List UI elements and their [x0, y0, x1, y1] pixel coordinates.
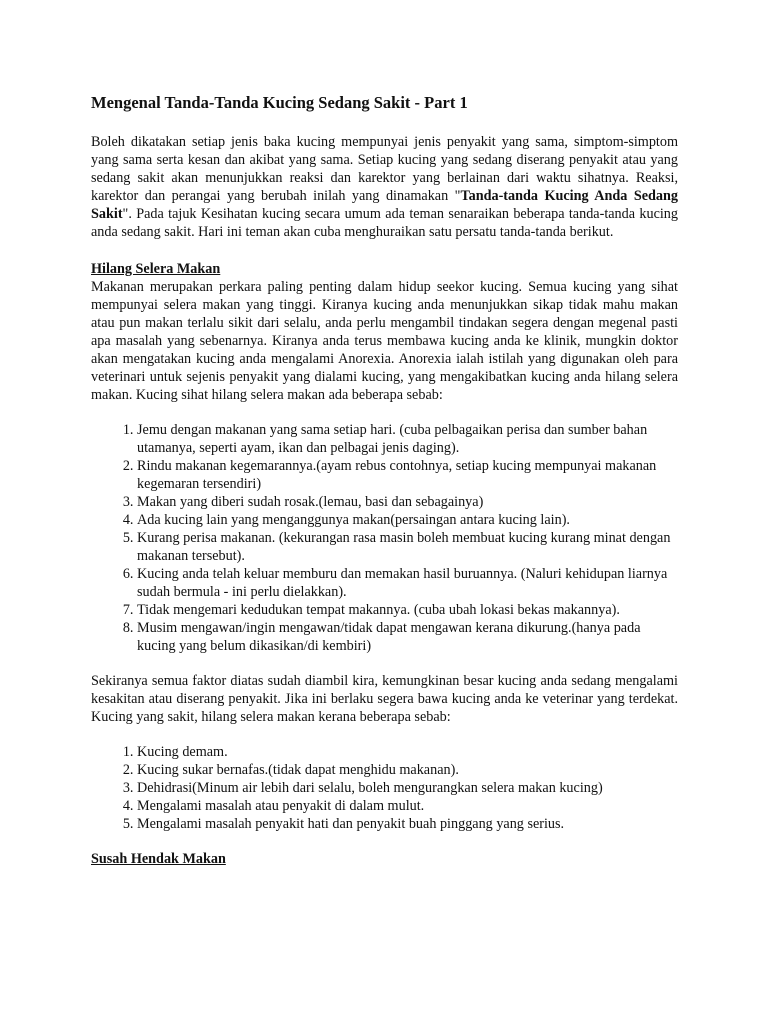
list-item: 3. Makan yang diberi sudah rosak.(lemau, basi dan sebagainya) [137, 493, 678, 511]
list-item: 4. Mengalami masalah atau penyakit di dalam mulut. [137, 797, 678, 815]
list-item: 7. Tidak mengemari kedudukan tempat makannya. (cuba ubah lokasi bekas makannya). [137, 601, 678, 619]
section-heading-hilang-selera: Hilang Selera Makan [91, 261, 221, 277]
document-title: Mengenal Tanda-Tanda Kucing Sedang Sakit - Part 1 [91, 93, 468, 112]
reasons-list-healthy [91, 421, 678, 655]
list-item: 8. Musim mengawan/ingin mengawan/tidak dapat mengawan kerana dikurung.(hanya pada kucing yang belum dikasikan/di kembiri) [137, 619, 678, 655]
document-page [91, 93, 678, 868]
reasons-list-sick [91, 743, 678, 833]
list-item: 4. Ada kucing lain yang menganggunya makan(persaingan antara kucing lain). [137, 511, 678, 529]
list-item: 3. Dehidrasi(Minum air lebih dari selalu, boleh mengurangkan selera makan kucing) [137, 779, 678, 797]
intro-text-end: ". Pada tajuk Kesihatan kucing secara umum ada teman senaraikan beberapa tanda-tanda kucing anda sedang sakit. Hari ini teman akan cuba menghuraikan satu persatu tanda-tanda berikut. [91, 206, 678, 240]
list-item: 2. Kucing sukar bernafas.(tidak dapat menghidu makanan). [137, 761, 678, 779]
intro-paragraph [91, 133, 678, 241]
list-item: 5. Kurang perisa makanan. (kekurangan rasa masin boleh membuat kucing kurang minat dengan makanan tersebut). [137, 529, 678, 565]
list-item: 6. Kucing anda telah keluar memburu dan memakan hasil buruannya. (Naluri kehidupan liarnya sudah bermula - ini perlu dielakkan). [137, 565, 678, 601]
section1-paragraph-2: Sekiranya semua faktor diatas sudah diambil kira, kemungkinan besar kucing anda sedang mengalami kesakitan atau diserang penyakit. Jika ini berlaku segera bawa kucing anda ke veterinar yang terdekat. Kucing yang sakit, hilang selera makan kerana beberapa sebab: [91, 673, 678, 725]
intro-bold-phrase: Tanda-tanda Kucing Anda Sedang Sakit [91, 188, 678, 222]
section1-paragraph: Makanan merupakan perkara paling penting dalam hidup seekor kucing. Semua kucing yang sihat mempunyai selera makan yang tinggi. Kiranya kucing anda menunjukkan sikap tidak mahu makan atau pun makan terlalu sikit dari selalu, anda perlu mengambil tindakan segera dengan megenal pasti apa masalah yang sebenarnya. Kiranya anda terus membawa kucing anda ke klinik, mungkin doktor akan mengatakan kucing anda mengalami Anorexia. Anorexia ialah istilah yang digunakan oleh para veterinari untuk sejenis penyakit yang dialami kucing, yang mengakibatkan kucing anda hilang selera makan. Kucing sihat hilang selera makan ada beberapa sebab: [91, 279, 678, 403]
list-item: 1. Jemu dengan makanan yang sama setiap hari. (cuba pelbagaikan perisa dan sumber bahan utamanya, seperti ayam, ikan dan pelbagai jenis daging). [137, 421, 678, 457]
list-item: 5. Mengalami masalah penyakit hati dan penyakit buah pinggang yang serius. [137, 815, 678, 833]
list-item: 1. Kucing demam. [137, 743, 678, 761]
section-heading-susah-makan: Susah Hendak Makan [91, 851, 226, 867]
list-item: 2. Rindu makanan kegemarannya.(ayam rebus contohnya, setiap kucing mempunyai makanan kegemaran tersendiri) [137, 457, 678, 493]
intro-text-start: Boleh dikatakan setiap jenis baka kucing mempunyai jenis penyakit yang sama, simptom-simptom yang sama serta kesan dan akibat yang sama. Setiap kucing yang sedang diserang penyakit atau yang sedang sakit akan menunjukkan reaksi dan karektor yang berlainan dari waktu sihatnya. Reaksi, karektor dan perangai yang berubah inilah yang dinamakan " [91, 134, 678, 204]
